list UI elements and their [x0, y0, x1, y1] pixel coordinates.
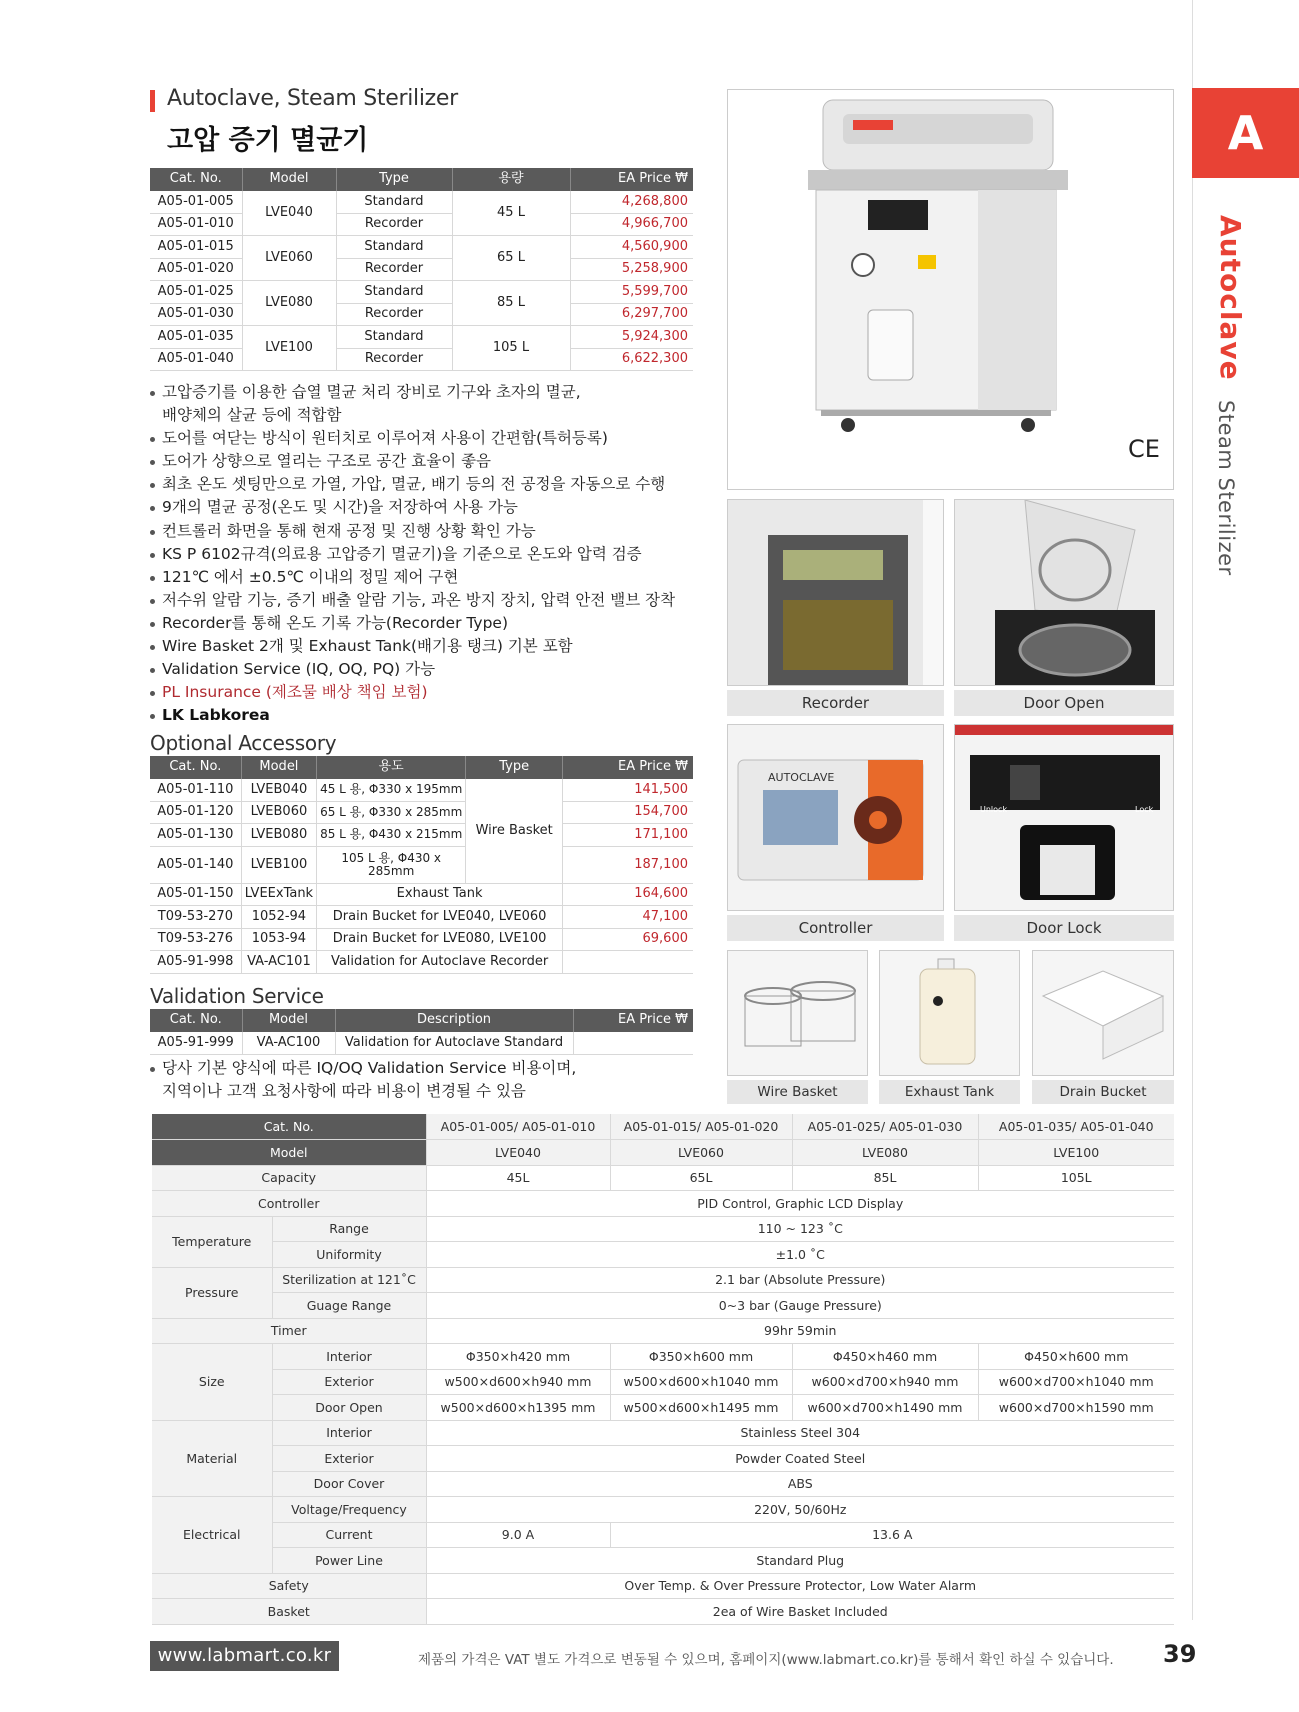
list-item: 배양체의 살균 등에 적합함 — [162, 406, 342, 425]
price — [563, 951, 693, 974]
model: VA-AC100 — [242, 1032, 335, 1055]
table-row — [152, 1318, 1174, 1344]
exhaust-tank-caption: Exhaust Tank — [879, 1080, 1020, 1104]
page-title-ko: 고압 증기 멸균기 — [167, 125, 369, 156]
website-link[interactable]: www.labmart.co.kr — [150, 1641, 339, 1671]
spec-value: A05-01-005/ A05-01-010 — [426, 1114, 610, 1140]
spec-value: LVE100 — [978, 1140, 1174, 1166]
table-row — [152, 1573, 1174, 1599]
spec-value: Φ350×h600 mm — [610, 1344, 792, 1370]
price-table — [150, 168, 693, 371]
cat-no: A05-01-130 — [150, 824, 241, 847]
spec-value: w500×d600×h1040 mm — [610, 1369, 792, 1395]
spec-label: Basket — [152, 1599, 426, 1625]
spec-value: w500×d600×h1395 mm — [426, 1395, 610, 1421]
spec-value: A05-01-035/ A05-01-040 — [978, 1114, 1174, 1140]
use: 85 L 용, Φ430 x 215mm — [317, 824, 466, 847]
list-item: 도어를 여닫는 방식이 원터치로 이루어져 사용이 간편함(특허등록) — [149, 427, 709, 450]
recorder-photo — [727, 499, 944, 686]
spec-value: 13.6 A — [610, 1522, 1174, 1548]
price: 164,600 — [563, 883, 693, 906]
list-item: Validation Service (IQ, OQ, PQ) 가능 — [149, 658, 709, 681]
cat-no: A05-01-030 — [150, 303, 242, 326]
col-price: EA Price ₩ — [570, 168, 693, 191]
type: Wire Basket — [466, 779, 563, 884]
spec-label: Power Line — [272, 1548, 426, 1574]
lock-label: Lock — [1135, 805, 1154, 814]
spec-value: w600×d700×h940 mm — [792, 1369, 978, 1395]
list-item: 지역이나 고객 요청사항에 따라 비용이 변경될 수 있음 — [162, 1082, 526, 1101]
col-capacity: 용량 — [452, 168, 570, 191]
col-type: Type — [466, 756, 563, 779]
list-item: Wire Basket 2개 및 Exhaust Tank(배기용 탱크) 기본 포함 — [149, 635, 709, 658]
table-row — [152, 1446, 1174, 1472]
list-item: 9개의 멸균 공정(온도 및 시간)을 저장하여 사용 가능 — [149, 496, 709, 519]
type: Recorder — [336, 213, 452, 236]
use: 105 L 용, Φ430 x 285mm — [317, 846, 466, 883]
cat-no: A05-01-010 — [150, 213, 242, 236]
spec-value: Stainless Steel 304 — [426, 1420, 1174, 1446]
spec-value: Φ450×h600 mm — [978, 1344, 1174, 1370]
cat-no: A05-01-020 — [150, 258, 242, 281]
price: 69,600 — [563, 928, 693, 951]
type: Recorder — [336, 348, 452, 371]
table-row — [152, 1522, 1174, 1548]
table-row — [152, 1216, 1174, 1242]
cat-no: A05-01-035 — [150, 326, 242, 349]
sidebar-divider — [1192, 0, 1193, 1620]
model: LVE040 — [242, 191, 336, 236]
spec-value: A05-01-025/ A05-01-030 — [792, 1114, 978, 1140]
col-model: Model — [242, 1009, 335, 1032]
spec-value: 2.1 bar (Absolute Pressure) — [426, 1267, 1174, 1293]
table-row — [152, 1344, 1174, 1370]
table-row — [150, 824, 693, 847]
exhaust-tank-photo — [879, 950, 1020, 1076]
table-row — [150, 213, 693, 236]
section-tab: A — [1192, 88, 1299, 178]
list-item: Recorder를 통해 온도 기록 가능(Recorder Type) — [149, 612, 709, 635]
table-row — [152, 1420, 1174, 1446]
spec-value: 85L — [792, 1165, 978, 1191]
controller-caption: Controller — [727, 915, 944, 941]
model: LVEB040 — [241, 779, 316, 802]
spec-value: 0~3 bar (Gauge Pressure) — [426, 1293, 1174, 1319]
spec-value: 2ea of Wire Basket Included — [426, 1599, 1174, 1625]
spec-value: ±1.0 ˚C — [426, 1242, 1174, 1268]
price: 6,297,700 — [570, 303, 693, 326]
description: Drain Bucket for LVE080, LVE100 — [317, 928, 563, 951]
table-row — [150, 236, 693, 259]
col-price: EA Price ₩ — [563, 756, 693, 779]
title-accent-bar — [150, 90, 155, 112]
description: Drain Bucket for LVE040, LVE060 — [317, 906, 563, 929]
capacity: 45 L — [452, 191, 570, 236]
table-row — [152, 1191, 1174, 1217]
spec-value: w500×d600×h940 mm — [426, 1369, 610, 1395]
table-row — [150, 258, 693, 281]
spec-label: Current — [272, 1522, 426, 1548]
table-row — [150, 1032, 693, 1055]
price: 6,622,300 — [570, 348, 693, 371]
col-catno: Cat. No. — [150, 1009, 242, 1032]
cat-no: A05-01-120 — [150, 801, 241, 824]
spec-label: Timer — [152, 1318, 426, 1344]
page-number: 39 — [1163, 1640, 1197, 1668]
type: Recorder — [336, 303, 452, 326]
model: LVE080 — [242, 281, 336, 326]
model: 1053-94 — [241, 928, 316, 951]
table-row — [152, 1293, 1174, 1319]
spec-label: Safety — [152, 1573, 426, 1599]
unlock-label: Unlock — [980, 805, 1008, 814]
table-row — [150, 846, 693, 883]
spec-value: LVE060 — [610, 1140, 792, 1166]
list-item: 최초 온도 셋팅만으로 가열, 가압, 멸균, 배기 등의 전 공정을 자동으로 수행 — [149, 473, 709, 496]
price — [573, 1032, 693, 1055]
spec-label: Door Open — [272, 1395, 426, 1421]
accessory-title: Optional Accessory — [150, 731, 337, 755]
spec-value: PID Control, Graphic LCD Display — [426, 1191, 1174, 1217]
controller-brand: AUTOCLAVE — [768, 771, 835, 784]
sidebar-category: Autoclave — [1214, 215, 1247, 381]
spec-label: Interior — [272, 1344, 426, 1370]
spec-value: Φ450×h460 mm — [792, 1344, 978, 1370]
table-row — [152, 1114, 1174, 1140]
list-item: 121℃ 에서 ±0.5℃ 이내의 정밀 제어 구현 — [149, 566, 709, 589]
price: 187,100 — [563, 846, 693, 883]
col-model: Model — [241, 756, 316, 779]
spec-label: Model — [152, 1140, 426, 1166]
description: Validation for Autoclave Recorder — [317, 951, 563, 974]
type: Recorder — [336, 258, 452, 281]
table-row — [150, 326, 693, 349]
table-row — [150, 191, 693, 214]
spec-value: w500×d600×h1495 mm — [610, 1395, 792, 1421]
table-row — [150, 348, 693, 371]
validation-table — [150, 1009, 693, 1055]
cat-no: A05-01-150 — [150, 883, 241, 906]
price: 171,100 — [563, 824, 693, 847]
price: 5,599,700 — [570, 281, 693, 304]
cat-no: A05-01-025 — [150, 281, 242, 304]
spec-value: w600×d700×h1490 mm — [792, 1395, 978, 1421]
model: LVEB060 — [241, 801, 316, 824]
model: VA-AC101 — [241, 951, 316, 974]
model: LVEB100 — [241, 846, 316, 883]
wire-basket-photo — [727, 950, 868, 1076]
spec-label: Range — [272, 1216, 426, 1242]
list-item: KS P 6102규격(의료용 고압증기 멸균기)을 기준으로 온도와 압력 검증 — [149, 543, 709, 566]
accessory-table — [150, 756, 693, 974]
drain-bucket-caption: Drain Bucket — [1032, 1080, 1174, 1104]
wire-basket-caption: Wire Basket — [727, 1080, 868, 1104]
model: 1052-94 — [241, 906, 316, 929]
capacity: 105 L — [452, 326, 570, 371]
col-catno: Cat. No. — [150, 756, 241, 779]
list-item: 컨트롤러 화면을 통해 현재 공정 및 진행 상황 확인 가능 — [149, 520, 709, 543]
spec-value: Φ350×h420 mm — [426, 1344, 610, 1370]
spec-value: LVE040 — [426, 1140, 610, 1166]
table-row — [150, 801, 693, 824]
ce-mark: CE — [1128, 435, 1160, 463]
spec-value: 105L — [978, 1165, 1174, 1191]
spec-value: w600×d700×h1040 mm — [978, 1369, 1174, 1395]
cat-no: T09-53-276 — [150, 928, 241, 951]
door-lock-photo — [954, 724, 1174, 911]
spec-group: Material — [152, 1420, 272, 1497]
list-item: PL Insurance (제조물 배상 책임 보험) — [149, 681, 709, 704]
table-row — [152, 1548, 1174, 1574]
table-row — [152, 1497, 1174, 1523]
list-item: 저수위 알람 기능, 증기 배출 알람 기능, 과온 방지 장치, 압력 안전 밸브 장착 — [149, 589, 709, 612]
use: 65 L 용, Φ330 x 285mm — [317, 801, 466, 824]
spec-value: LVE080 — [792, 1140, 978, 1166]
table-row — [150, 928, 693, 951]
cat-no: A05-01-110 — [150, 779, 241, 802]
table-row — [150, 906, 693, 929]
spec-group: Pressure — [152, 1267, 272, 1318]
table-row — [152, 1140, 1174, 1166]
type: Standard — [336, 281, 452, 304]
table-row — [152, 1165, 1174, 1191]
list-item: LK Labkorea — [149, 704, 709, 727]
spec-label: Capacity — [152, 1165, 426, 1191]
table-row — [152, 1599, 1174, 1625]
page-title-en: Autoclave, Steam Sterilizer — [167, 86, 458, 111]
spec-group: Electrical — [152, 1497, 272, 1574]
cat-no: A05-01-040 — [150, 348, 242, 371]
recorder-caption: Recorder — [727, 690, 944, 716]
use: 45 L 용, Φ330 x 195mm — [317, 779, 466, 802]
door-lock-caption: Door Lock — [954, 915, 1174, 941]
table-row — [152, 1242, 1174, 1268]
cat-no: A05-01-140 — [150, 846, 241, 883]
spec-value: A05-01-015/ A05-01-020 — [610, 1114, 792, 1140]
price: 5,258,900 — [570, 258, 693, 281]
table-row — [150, 883, 693, 906]
table-row — [150, 281, 693, 304]
cat-no: A05-91-999 — [150, 1032, 242, 1055]
door-open-caption: Door Open — [954, 690, 1174, 716]
cat-no: A05-01-005 — [150, 191, 242, 214]
table-row — [152, 1395, 1174, 1421]
type: Standard — [336, 236, 452, 259]
table-row — [152, 1369, 1174, 1395]
cat-no: A05-91-998 — [150, 951, 241, 974]
col-model: Model — [242, 168, 336, 191]
spec-value: 65L — [610, 1165, 792, 1191]
spec-label: Door Cover — [272, 1471, 426, 1497]
spec-value: w600×d700×h1590 mm — [978, 1395, 1174, 1421]
model: LVE100 — [242, 326, 336, 371]
price: 47,100 — [563, 906, 693, 929]
cat-no: A05-01-015 — [150, 236, 242, 259]
capacity: 65 L — [452, 236, 570, 281]
col-type: Type — [336, 168, 452, 191]
list-item: 도어가 상향으로 열리는 구조로 공간 효율이 좋음 — [149, 450, 709, 473]
table-row — [150, 779, 693, 802]
spec-label: Controller — [152, 1191, 426, 1217]
spec-value: 99hr 59min — [426, 1318, 1174, 1344]
price-notice: 제품의 가격은 VAT 별도 가격으로 변동될 수 있으며, 홈페이지(www.labmart.co.kr)를 통해서 확인 하실 수 있습니다. — [418, 1652, 1114, 1668]
capacity: 85 L — [452, 281, 570, 326]
spec-group: Size — [152, 1344, 272, 1421]
type: Standard — [336, 191, 452, 214]
controller-photo — [727, 724, 944, 911]
spec-value: 45L — [426, 1165, 610, 1191]
spec-value: 110 ~ 123 ˚C — [426, 1216, 1174, 1242]
cat-no: T09-53-270 — [150, 906, 241, 929]
list-item: 당사 기본 양식에 따른 IQ/OQ Validation Service 비용이며, — [149, 1057, 709, 1080]
spec-label: Exterior — [272, 1369, 426, 1395]
spec-value: Standard Plug — [426, 1548, 1174, 1574]
price: 141,500 — [563, 779, 693, 802]
spec-label: Guage Range — [272, 1293, 426, 1319]
validation-title: Validation Service — [150, 984, 324, 1008]
autoclave-photo — [727, 89, 1174, 490]
spec-group: Temperature — [152, 1216, 272, 1267]
spec-label: Voltage/Frequency — [272, 1497, 426, 1523]
spec-label: Uniformity — [272, 1242, 426, 1268]
spec-value: ABS — [426, 1471, 1174, 1497]
spec-table — [152, 1114, 1174, 1625]
spec-label: Interior — [272, 1420, 426, 1446]
feature-list — [149, 381, 709, 727]
model: LVEExTank — [241, 883, 316, 906]
col-use: 용도 — [317, 756, 466, 779]
description: Exhaust Tank — [317, 883, 563, 906]
col-catno: Cat. No. — [150, 168, 242, 191]
table-row — [150, 303, 693, 326]
spec-label: Sterilization at 121˚C — [272, 1267, 426, 1293]
price: 154,700 — [563, 801, 693, 824]
model: LVEB080 — [241, 824, 316, 847]
spec-value: Over Temp. & Over Pressure Protector, Low Water Alarm — [426, 1573, 1174, 1599]
spec-value: Powder Coated Steel — [426, 1446, 1174, 1472]
validation-notes — [149, 1057, 709, 1103]
description: Validation for Autoclave Standard — [335, 1032, 573, 1055]
col-description: Description — [335, 1009, 573, 1032]
price: 4,268,800 — [570, 191, 693, 214]
price: 4,560,900 — [570, 236, 693, 259]
list-item: 고압증기를 이용한 습열 멸균 처리 장비로 기구와 초자의 멸균, — [149, 381, 709, 404]
drain-bucket-photo — [1032, 950, 1174, 1076]
spec-label: Cat. No. — [152, 1114, 426, 1140]
table-row — [152, 1471, 1174, 1497]
sidebar-subcategory: Steam Sterilizer — [1214, 400, 1238, 576]
spec-value: 9.0 A — [426, 1522, 610, 1548]
price: 4,966,700 — [570, 213, 693, 236]
spec-label: Exterior — [272, 1446, 426, 1472]
price: 5,924,300 — [570, 326, 693, 349]
type: Standard — [336, 326, 452, 349]
door-open-photo — [954, 499, 1174, 686]
table-row — [150, 951, 693, 974]
col-price: EA Price ₩ — [573, 1009, 693, 1032]
model: LVE060 — [242, 236, 336, 281]
table-row — [152, 1267, 1174, 1293]
spec-value: 220V, 50/60Hz — [426, 1497, 1174, 1523]
